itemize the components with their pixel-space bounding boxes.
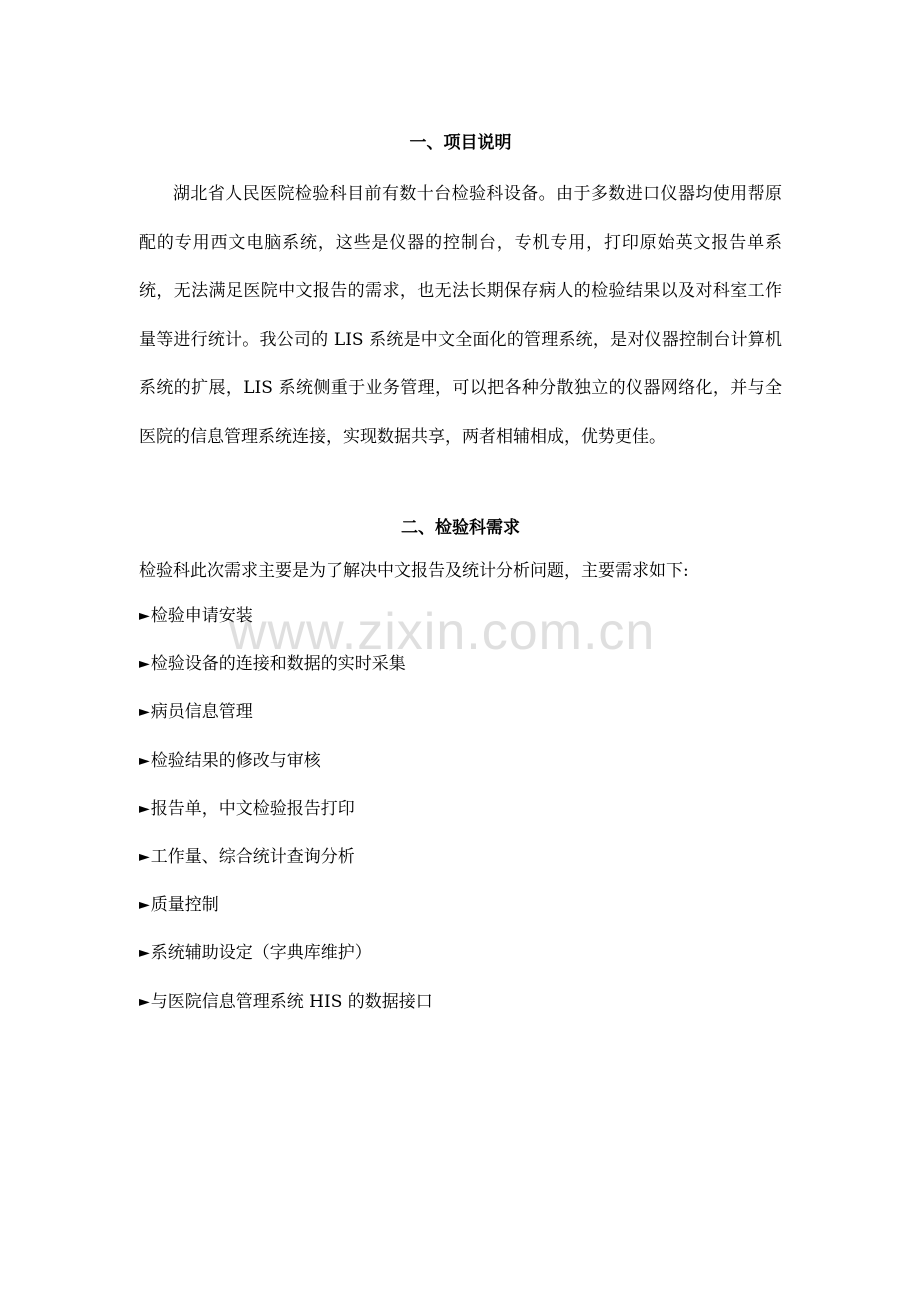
section-1-paragraph: 湖北省人民医院检验科目前有数十台检验科设备。由于多数进口仪器均使用帮原配的专用西文电脑系统，这些是仪器的控制台，专机专用，打印原始英文报告单系统，无法满足医院中文报告的需求，也无法长期保存病人的检验结果以及对科室工作量等进行统计。我公司的 LIS 系统是中文全面化的管理系统，是对仪器控制台计算机系统的扩展，LIS 系统侧重于业务管理，可以把各种分散独立的仪器网络化，并与全医院的信息管理系统连接，实现数据共享，两者相辅相成，优势更佳。 [139,184,782,447]
list-item-text: 与医院信息管理系统 HIS 的数据接口 [150,991,433,1012]
section-2-intro: 检验科此次需求主要是为了解决中文报告及统计分析问题，主要需求如下: [139,561,689,581]
triangle-bullet-icon: ► [139,656,150,673]
list-item-text: 报告单，中文检验报告打印 [150,798,355,819]
list-item [139,749,433,797]
section-2-title: 二、检验科需求 [401,518,520,538]
watermark: www.zixin.com.cn [229,603,656,661]
list-item-text: 质量控制 [150,895,219,916]
list-item-text: 检验设备的连接和数据的实时采集 [150,654,406,675]
list-item [139,941,433,989]
list-item-text: 病员信息管理 [150,702,253,723]
list-item [139,845,433,893]
list-item-text: 检验申请安装 [150,606,253,626]
triangle-bullet-icon: ► [139,848,150,865]
list-item-text: 系统辅助设定（字典库维护） [150,943,372,964]
triangle-bullet-icon: ► [139,993,150,1010]
list-item [139,893,433,941]
list-item [139,604,433,652]
triangle-bullet-icon: ► [139,752,150,769]
list-item [139,797,433,845]
triangle-bullet-icon: ► [139,608,150,624]
triangle-bullet-icon: ► [139,945,150,962]
triangle-bullet-icon: ► [139,897,150,914]
list-item-text: 工作量、综合统计查询分析 [150,846,355,867]
section-1-title: 一、项目说明 [409,133,512,153]
list-item [139,652,433,700]
list-item [139,700,433,748]
triangle-bullet-icon: ► [139,704,150,721]
list-item [139,990,433,1038]
list-item-text: 检验结果的修改与审核 [150,750,321,771]
triangle-bullet-icon: ► [139,800,150,817]
requirements-list [139,604,433,1038]
